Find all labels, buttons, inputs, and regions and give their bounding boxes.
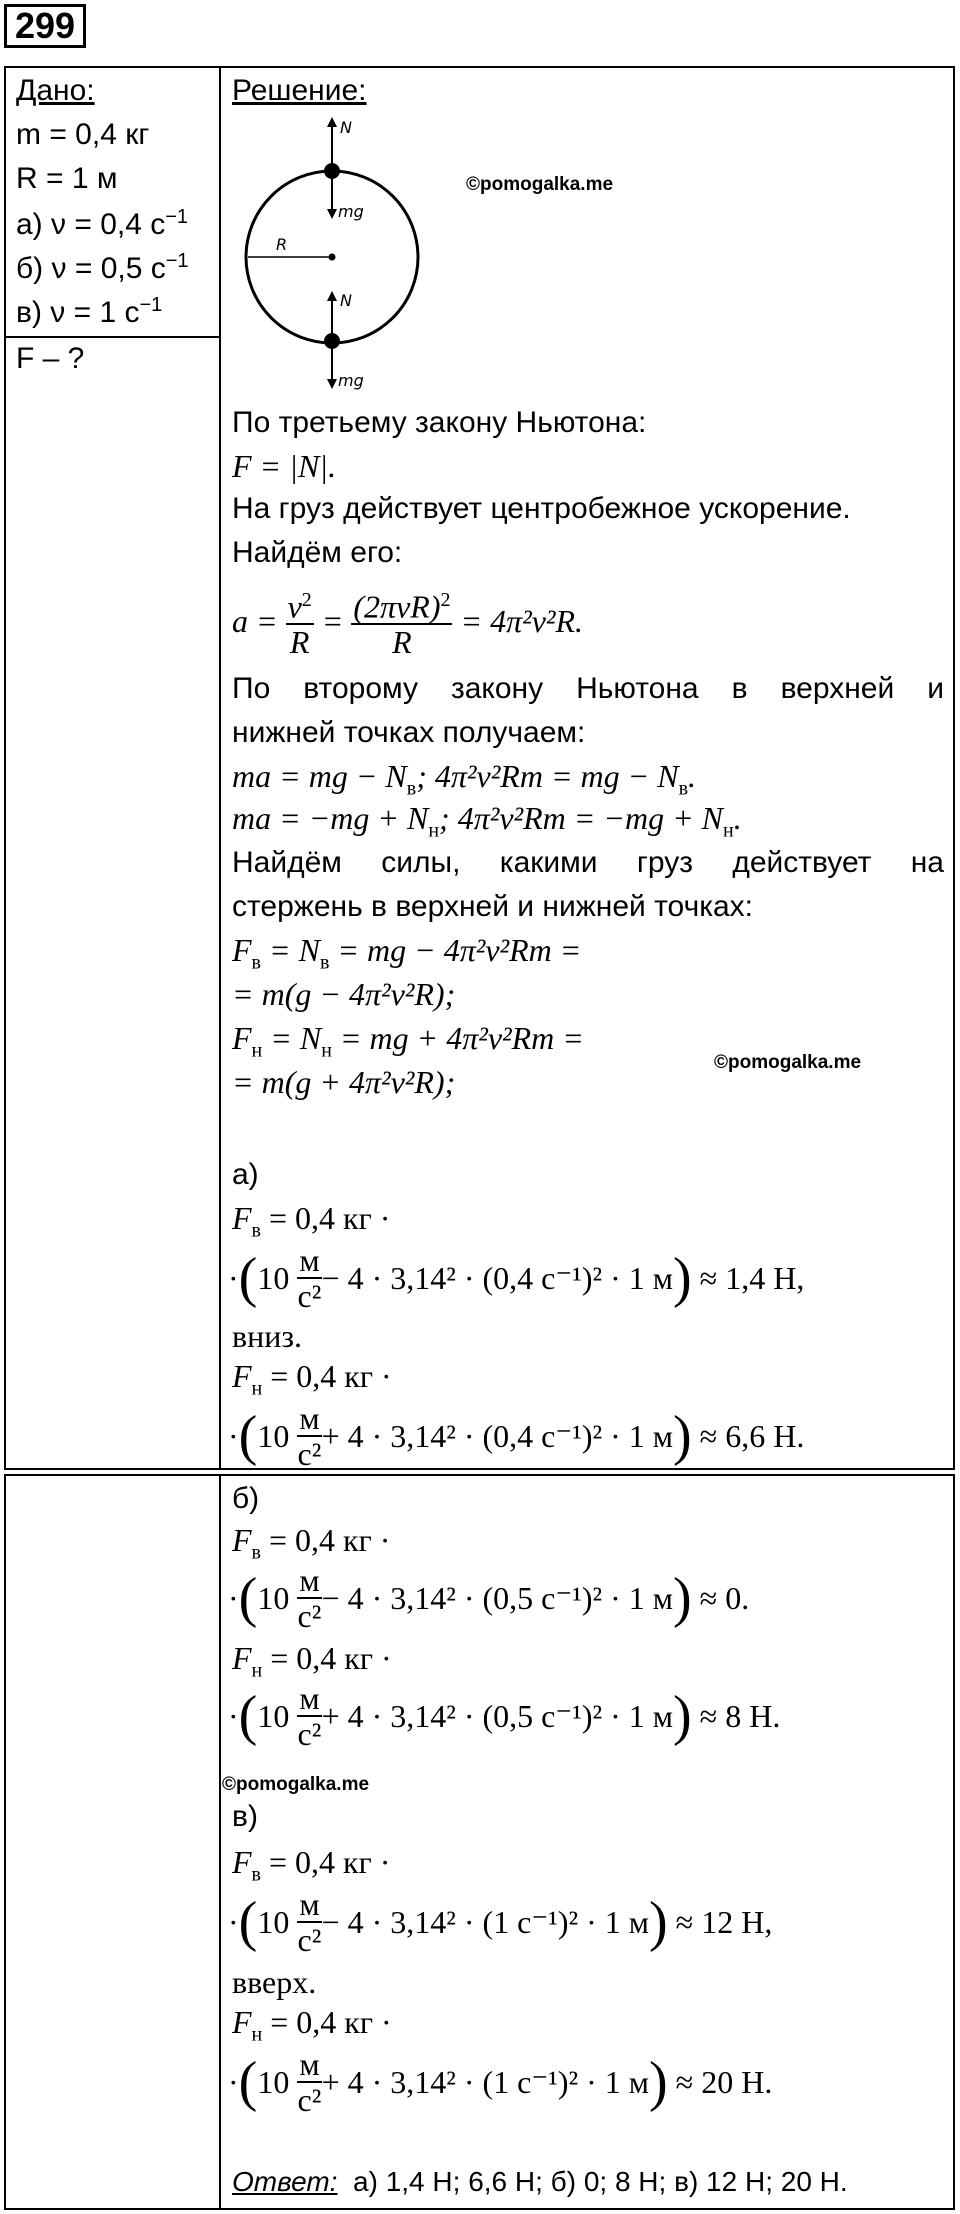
given-freq-c: в) ν = 1 $с^{-1}$ — [16, 294, 163, 329]
text-forces: Найдём силы, какими груз действует на — [232, 846, 944, 879]
part-a-dir: вниз. — [232, 1318, 302, 1354]
eq-bottom-point: ma = $-mg + N_н$; $4\pi^2\nu^2Rm = -mg + N_н$. — [232, 800, 742, 842]
text-newton2: По второму закону Ньютона в верхней и — [232, 672, 944, 705]
given-mass: m = 0,4 кг — [16, 118, 150, 151]
problem-number: 299 — [4, 4, 86, 48]
given-header: Дано: — [16, 74, 95, 107]
eq-top-point: ma = mg − $N_в$; 4π²ν²Rm = mg − $N_в$. — [232, 758, 697, 800]
watermark-2: ©pomogalka.me — [714, 1052, 862, 1073]
part-c-fn-expr: · ( 10 $\frac{м}{\text{с²}}$ + 4 · 3,14² · (1 с⁻¹)² · 1 м ) ≈ 20 Н. — [228, 2046, 773, 2118]
text-rod: стержень в верхней и нижней точках: — [232, 890, 754, 923]
find-line: F – ? — [16, 342, 85, 375]
part-a-fn-expr: · ( 10 $\frac{м}{\text{с²}}$ + 4 · 3,14² · (0,4 с⁻¹)² · 1 м ) ≈ 6,6 Н. — [228, 1400, 805, 1472]
eq-fn-1: $F_н = N_н$ = mg + 4π²ν²Rm = — [232, 1020, 584, 1062]
part-b-fv-expr: · ( 10 $\frac{м}{\text{с²}}$ − 4 · 3,14² · (0,5 с⁻¹)² · 1 м ) ≈ 0. — [228, 1562, 750, 1634]
given-radius: R = 1 м — [16, 162, 118, 195]
label-n-bottom: N — [340, 291, 352, 310]
answer-line — [232, 2166, 848, 2198]
part-b-fn: $F_н = 0,4$ кг · — [232, 1640, 392, 1682]
eq-fv-2: = m(g − 4π²ν²R); — [232, 976, 456, 1012]
part-c-fn: $F_н = 0,4$ кг · — [232, 2004, 392, 2046]
answer-text: а) 1,4 Н; 6,6 Н; б) 0; 8 Н; в) 12 Н; 20 Н. — [353, 2166, 848, 2197]
part-c-label: в) — [232, 1800, 258, 1833]
part-c-dir: вверх. — [232, 1964, 317, 2000]
label-mg-top: mg — [338, 202, 364, 221]
label-n-top: N — [340, 118, 352, 137]
eq-fn-2: = m(g + 4π²ν²R); — [232, 1064, 456, 1100]
eq-fv-1: $F_в = N_в$ = mg − 4π²ν²Rm = — [232, 932, 582, 974]
part-b-fn-expr: · ( 10 $\frac{м}{\text{с²}}$ + 4 · 3,14² · (0,5 с⁻¹)² · 1 м ) ≈ 8 Н. — [228, 1680, 781, 1752]
label-mg-bottom: mg — [338, 371, 364, 390]
answer-label: Ответ: — [232, 2166, 338, 2197]
text-centrifugal: На груз действует центробежное ускорение. — [232, 492, 851, 525]
part-c-fv: $F_в = 0,4$ кг · — [232, 1844, 391, 1886]
circle-diagram — [236, 115, 436, 395]
part-c-fv-expr: · ( 10 $\frac{м}{\text{с²}}$ − 4 · 3,14² · (1 с⁻¹)² · 1 м ) ≈ 12 Н, — [228, 1886, 773, 1958]
part-b-label: б) — [232, 1482, 260, 1515]
part-b-fv: $F_в = 0,4$ кг · — [232, 1522, 391, 1564]
given-freq-a: а) ν = 0,4 $с^{-1}$ — [16, 206, 189, 241]
eq-acceleration: a = $\frac{v^2}{R}$ = $\frac{(2\pi\nu R)^2}{R}$ = 4π²ν²R. — [232, 578, 583, 664]
part-a-fv-expr: · ( 10 $\frac{м}{\text{с²}}$ − 4 · 3,14² · (0,4 с⁻¹)² · 1 м ) ≈ 1,4 Н, — [228, 1242, 805, 1314]
solution-header: Решение: — [232, 74, 367, 107]
part-a-fv: $F_в = 0,4$ кг · — [232, 1200, 391, 1242]
label-r: R — [276, 235, 288, 254]
part-a-label: а) — [232, 1158, 259, 1191]
text-find: Найдём его: — [232, 536, 403, 569]
part-a-fn: $F_н = 0,4$ кг · — [232, 1358, 392, 1400]
text-points: нижней точках получаем: — [232, 716, 586, 749]
watermark-3: ©pomogalka.me — [222, 1774, 370, 1795]
eq-f-n: F = |N|. — [232, 448, 337, 484]
given-freq-b: б) ν = 0,5 $с^{-1}$ — [16, 250, 189, 285]
text-newton3: По третьему закону Ньютона: — [232, 406, 647, 439]
watermark: ©pomogalka.me — [466, 174, 614, 195]
